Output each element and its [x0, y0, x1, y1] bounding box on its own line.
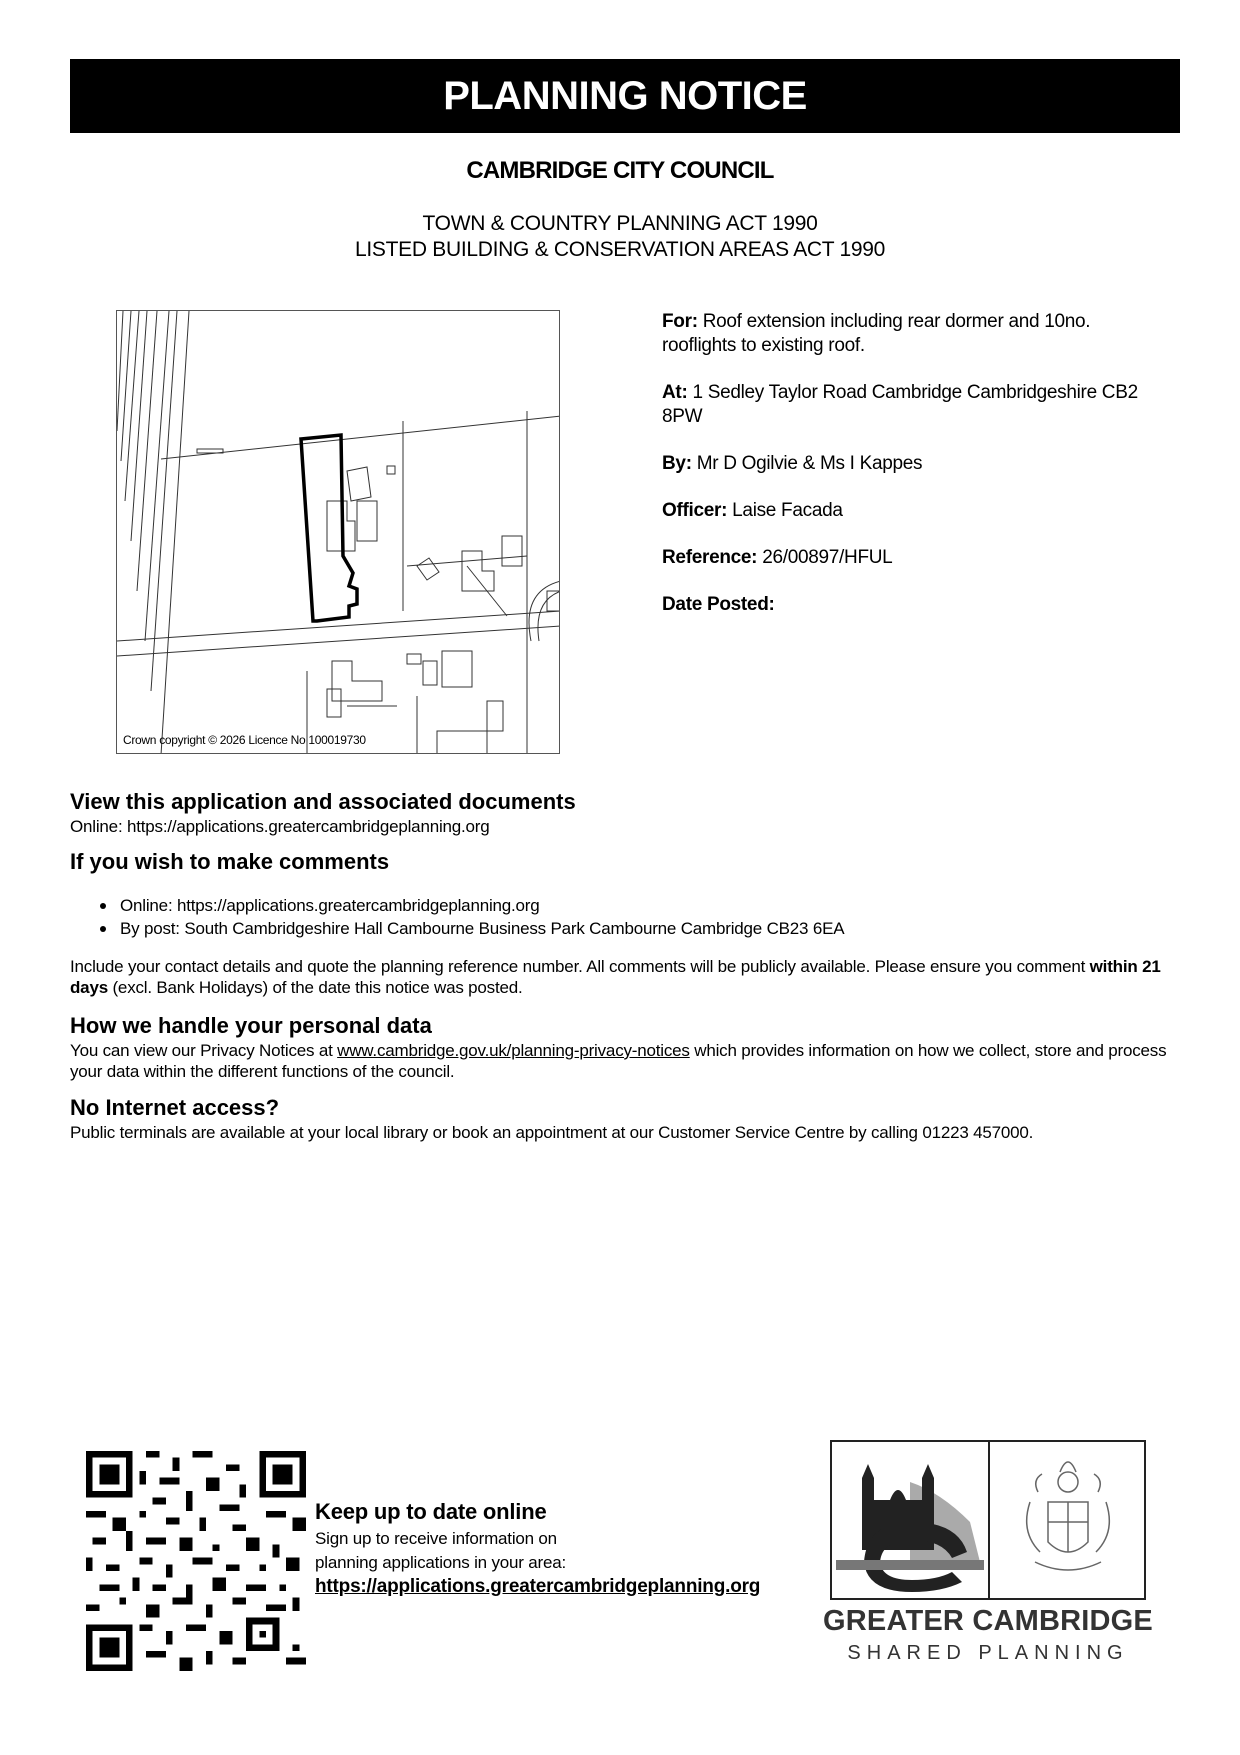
notice-title: PLANNING NOTICE: [443, 73, 807, 118]
privacy-link[interactable]: www.cambridge.gov.uk/planning-privacy-notices: [337, 1041, 690, 1060]
comments-deadline: within 21 days: [70, 957, 1161, 997]
privacy-section: [70, 1012, 1180, 1082]
map-drawing: [117, 311, 560, 754]
privacy-text: [70, 1040, 1180, 1082]
view-online[interactable]: Online: https://applications.greatercambridgeplanning.org: [70, 817, 490, 836]
detail-value: 26/00897/HFUL: [762, 547, 893, 568]
council-name: CAMBRIDGE CITY COUNCIL: [466, 157, 774, 184]
privacy-text-start: You can view our Privacy Notices at: [70, 1041, 338, 1060]
privacy-text-end: which provides information on how we collect, store and process your data within the different functions of the council.: [70, 1041, 1167, 1081]
keep-heading: Keep up to date online: [315, 1499, 547, 1524]
application-details: [662, 310, 1152, 640]
detail-by: [662, 452, 1152, 476]
comments-list: [70, 894, 1180, 940]
act-line-2: LISTED BUILDING & CONSERVATION AREAS ACT 1990: [355, 238, 885, 261]
site-location-map: [116, 310, 560, 754]
detail-label: For:: [662, 311, 698, 332]
keep-link[interactable]: https://applications.greatercambridgeplanning.org: [315, 1576, 761, 1597]
privacy-heading: How we handle your personal data: [70, 1013, 432, 1038]
detail-for: [662, 310, 1152, 358]
keep-up-to-date: [315, 1497, 760, 1599]
keep-line-2: planning applications in your area:: [315, 1553, 567, 1572]
detail-value: 1 Sedley Taylor Road Cambridge Cambridgeshire CB2 8PW: [662, 382, 1138, 427]
internet-heading: No Internet access?: [70, 1095, 280, 1120]
qr-code[interactable]: [86, 1451, 306, 1671]
detail-label: Officer:: [662, 500, 728, 521]
brand-subtitle: SHARED PLANNING: [847, 1642, 1129, 1664]
view-section: [70, 788, 1180, 837]
detail-label: Date Posted:: [662, 594, 775, 615]
detail-officer: [662, 499, 1152, 523]
detail-reference: [662, 546, 1152, 570]
internet-text: Public terminals are available at your local library or book an appointment at our Customer Service Centre by calling 01223 457000.: [70, 1123, 1034, 1142]
coat-of-arms-icon: [990, 1442, 1146, 1598]
kings-college-icon: [832, 1442, 988, 1598]
map-copyright: Crown copyright © 2026 Licence No 100019730: [123, 733, 366, 747]
internet-section: [70, 1094, 1180, 1143]
comments-text: Include your contact details and quote the planning reference number. All comments will be publicly available. Please ensure you comment: [70, 957, 1090, 976]
brand-name: GREATER CAMBRIDGE: [823, 1605, 1153, 1637]
detail-label: Reference:: [662, 547, 758, 568]
list-item[interactable]: Online: https://applications.greatercambridgeplanning.org: [120, 894, 1180, 917]
detail-value: Roof extension including rear dormer and 10no. rooflights to existing roof.: [662, 311, 1091, 356]
comments-paragraph: [70, 956, 1180, 998]
comments-text-end: (excl. Bank Holidays) of the date this notice was posted.: [107, 978, 523, 997]
act-line-1: TOWN & COUNTRY PLANNING ACT 1990: [422, 212, 818, 235]
comments-section: [70, 848, 1180, 998]
notice-banner: [70, 59, 1180, 133]
detail-at: [662, 381, 1152, 429]
detail-value: Mr D Ogilvie & Ms I Kappes: [696, 453, 923, 474]
detail-value: Laise Facada: [732, 500, 843, 521]
detail-label: By:: [662, 453, 692, 474]
detail-date-posted: [662, 593, 1152, 617]
list-item: By post: South Cambridgeshire Hall Cambourne Business Park Cambourne Cambridge CB23 6EA: [120, 917, 1180, 940]
keep-line-1: Sign up to receive information on: [315, 1529, 557, 1548]
view-heading: View this application and associated documents: [70, 789, 576, 814]
comments-heading: If you wish to make comments: [70, 849, 390, 874]
gcsp-logo: [830, 1440, 1146, 1600]
detail-label: At:: [662, 382, 688, 403]
